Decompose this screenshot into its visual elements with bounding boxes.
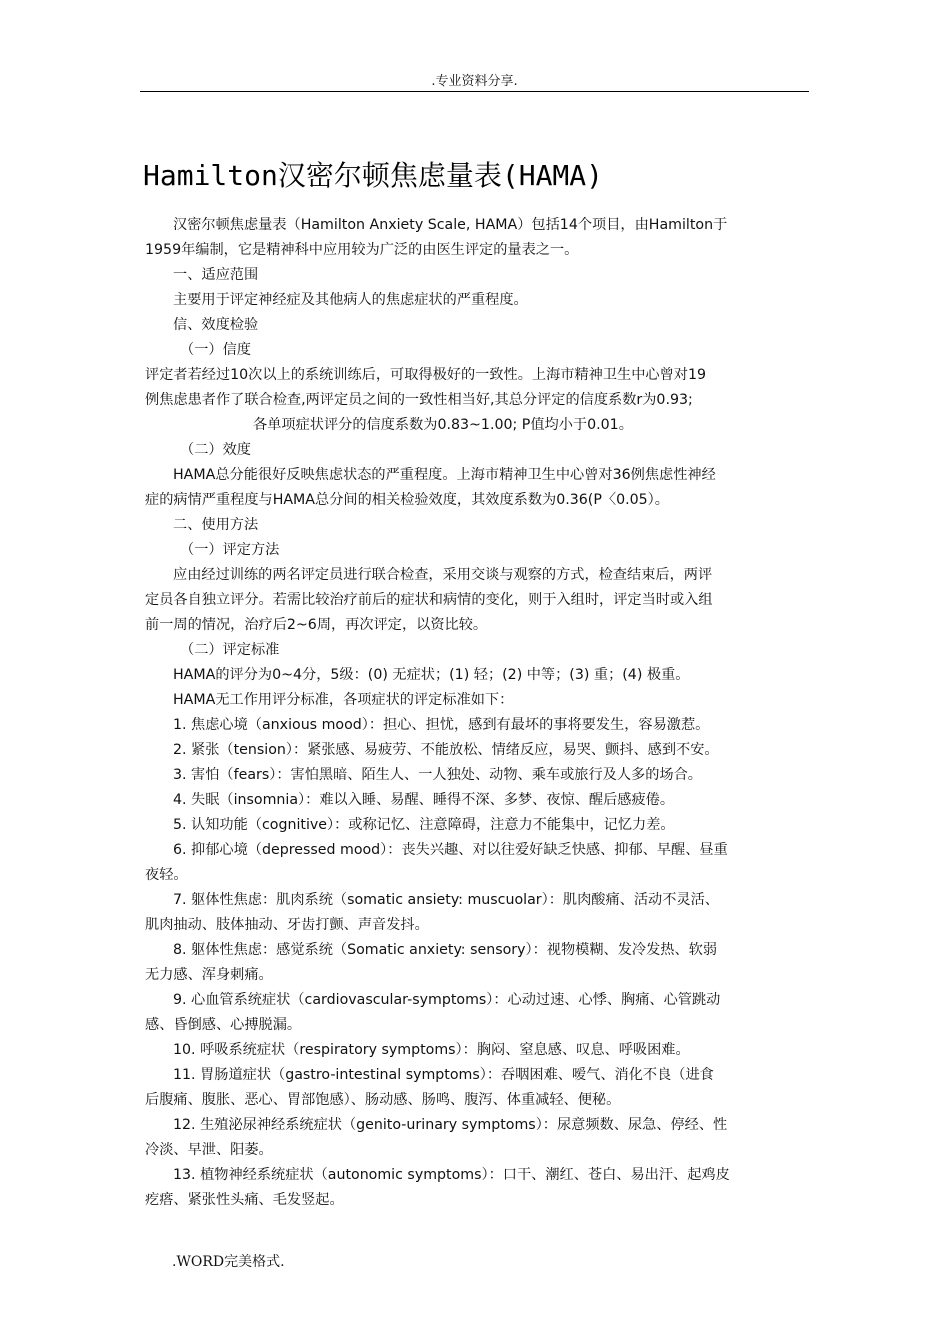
- text-line: 主要用于评定神经症及其他病人的焦虑症状的严重程度。: [173, 292, 528, 308]
- text-line: 夜轻。: [145, 867, 188, 883]
- text-line: 一、适应范围: [173, 267, 259, 283]
- text-line: 10. 呼吸系统症状（respiratory symptoms）：胸闷、窒息感、叹息、呼吸困难。: [173, 1042, 690, 1058]
- text-line: 信、效度检验: [173, 317, 259, 333]
- text-line: 无力感、浑身刺痛。: [145, 967, 273, 983]
- text-line: 1. 焦虑心境（anxious mood）：担心、担忧，感到有最坏的事将要发生，容易激惹。: [173, 717, 710, 733]
- document-title: Hamilton汉密尔顿焦虑量表(HAMA): [143, 159, 604, 192]
- text-line: 8. 躯体性焦虑：感觉系统（Somatic anxiety: sensory）：视物模糊、发冷发热、软弱: [173, 942, 718, 958]
- text-line: 13. 植物神经系统症状（autonomic symptoms）：口干、潮红、苍白、易出汗、起鸡皮: [173, 1167, 730, 1183]
- text-line: 定员各自独立评分。若需比较治疗前后的症状和病情的变化，则于入组时，评定当时或入组: [145, 592, 713, 608]
- text-line: 冷淡、早泄、阳萎。: [145, 1142, 273, 1158]
- text-line: 7. 躯体性焦虑：肌肉系统（somatic ansiety: muscuolar）：肌肉酸痛、活动不灵活、: [173, 892, 719, 908]
- text-line: 评定者若经过10次以上的系统训练后，可取得极好的一致性。上海市精神卫生中心曾对19: [145, 367, 707, 383]
- text-line: 疙瘩、紧张性头痛、毛发竖起。: [145, 1192, 344, 1208]
- page-header: .专业资料分享.: [431, 74, 518, 89]
- text-line: 二、使用方法: [173, 517, 259, 533]
- text-line: HAMA的评分为0~4分，5级：(0) 无症状；(1) 轻；(2) 中等；(3) 重；(4) 极重。: [173, 667, 690, 683]
- text-line: HAMA无工作用评分标准，各项症状的评定标准如下：: [173, 692, 514, 708]
- text-line: 感、昏倒感、心搏脱漏。: [145, 1017, 302, 1033]
- text-line: 症的病情严重程度与HAMA总分间的相关检验效度，其效度系数为0.36(P〈0.05）。: [145, 492, 669, 508]
- text-line: 5. 认知功能（cognitive）：或称记忆、注意障碍，注意力不能集中，记忆力差。: [173, 817, 675, 833]
- text-line: HAMA总分能很好反映焦虑状态的严重程度。上海市精神卫生中心曾对36例焦虑性神经: [173, 467, 716, 483]
- text-line: 1959年编制，它是精神科中应用较为广泛的由医生评定的量表之一。: [145, 242, 579, 258]
- text-line: 12. 生殖泌尿神经系统症状（genito-urinary symptoms）：尿意频数、尿急、停经、性: [173, 1117, 728, 1133]
- text-line: 前一周的情况，治疗后2~6周，再次评定，以资比较。: [145, 617, 488, 633]
- document-body: [145, 213, 809, 1213]
- page-footer: .WORD完美格式.: [172, 1254, 285, 1270]
- text-line: 肌肉抽动、肢体抽动、牙齿打颤、声音发抖。: [145, 917, 429, 933]
- text-line: 汉密尔顿焦虑量表（Hamilton Anxiety Scale, HAMA）包括14个项目，由Hamilton于: [173, 217, 728, 233]
- text-line: 例焦虑患者作了联合检查,两评定员之间的一致性相当好,其总分评定的信度系数r为0.93;: [145, 392, 693, 408]
- text-line: 6. 抑郁心境（depressed mood）：丧失兴趣、对以往爱好缺乏快感、抑郁、早醒、昼重: [173, 842, 728, 858]
- text-line: 应由经过训练的两名评定员进行联合检查，采用交谈与观察的方式，检查结束后，两评: [173, 567, 713, 583]
- text-line: 9. 心血管系统症状（cardiovascular-symptoms）：心动过速、心悸、胸痛、心管跳动: [173, 992, 721, 1008]
- text-line: （二）效度: [180, 442, 251, 458]
- text-line: （二）评定标准: [180, 642, 280, 658]
- text-line: 各单项症状评分的信度系数为0.83~1.00; P值均小于0.01。: [253, 417, 633, 433]
- text-line: （一）信度: [180, 342, 251, 358]
- text-line: 3. 害怕（fears）：害怕黑暗、陌生人、一人独处、动物、乘车或旅行及人多的场合。: [173, 767, 702, 783]
- text-line: 后腹痛、腹胀、恶心、胃部饱感）、肠动感、肠鸣、腹泻、体重减轻、便秘。: [145, 1092, 621, 1108]
- text-line: 11. 胃肠道症状（gastro-intestinal symptoms）：吞咽困难、嗳气、消化不良（进食: [173, 1067, 714, 1083]
- text-line: 2. 紧张（tension）：紧张感、易疲劳、不能放松、情绪反应，易哭、颤抖、感到不安。: [173, 742, 719, 758]
- text-line: （一）评定方法: [180, 542, 280, 558]
- header-rule: [140, 91, 809, 92]
- text-line: 4. 失眠（insomnia）：难以入睡、易醒、睡得不深、多梦、夜惊、醒后感疲倦。: [173, 792, 675, 808]
